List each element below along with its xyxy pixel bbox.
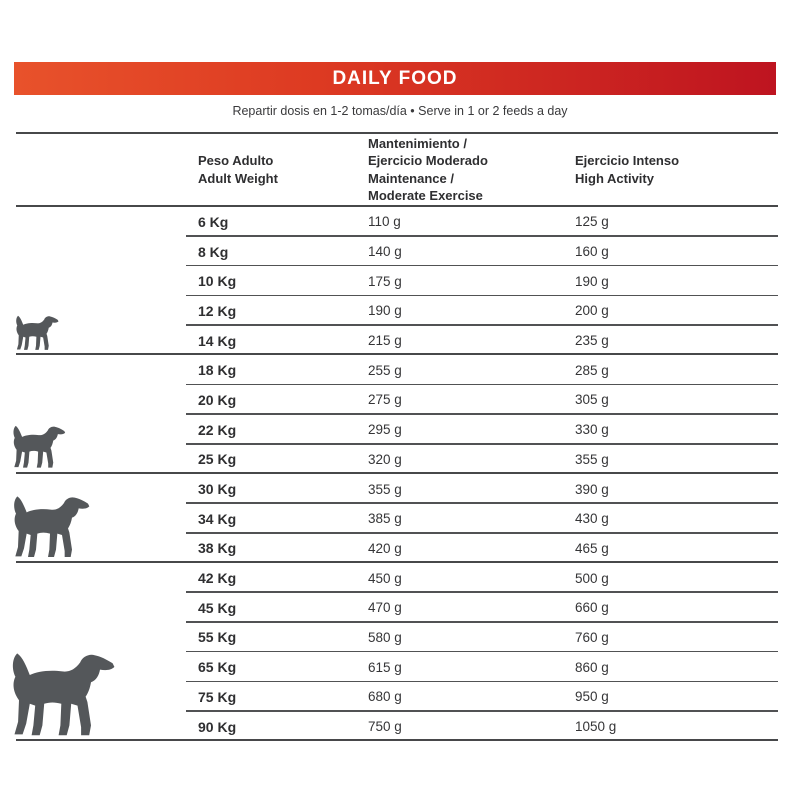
maintenance-amount-cell: 355 g xyxy=(368,481,402,497)
column-header-line: Ejercicio Moderado xyxy=(368,153,488,168)
maintenance-amount-cell: 320 g xyxy=(368,451,402,467)
weight-cell: 10 Kg xyxy=(198,273,237,290)
high-activity-amount-cell: 390 g xyxy=(575,481,609,497)
weight-cell: 34 Kg xyxy=(198,510,237,527)
column-header-line: Maintenance / xyxy=(368,170,454,186)
maintenance-amount-cell: 255 g xyxy=(368,362,402,378)
page-title: DAILY FOOD xyxy=(332,67,458,89)
high-activity-amount-cell: 860 g xyxy=(575,659,609,675)
dog-silhouette-small-icon xyxy=(15,312,60,351)
maintenance-amount-cell: 680 g xyxy=(368,689,402,705)
weight-cell: 42 Kg xyxy=(198,570,237,587)
table-row xyxy=(16,385,778,415)
high-activity-amount-cell: 430 g xyxy=(575,511,609,527)
maintenance-amount-cell: 190 g xyxy=(368,303,402,319)
high-activity-amount-cell: 305 g xyxy=(575,392,609,408)
high-activity-amount-cell: 330 g xyxy=(575,422,609,438)
column-header-adult-weight xyxy=(16,152,368,187)
dog-silhouette-xlarge-icon xyxy=(10,648,118,738)
maintenance-amount-cell: 750 g xyxy=(368,719,402,735)
column-header-line: Adult Weight xyxy=(198,170,278,186)
weight-cell: 90 Kg xyxy=(198,718,237,735)
maintenance-amount-cell: 580 g xyxy=(368,629,402,645)
weight-cell: 25 Kg xyxy=(198,451,237,468)
high-activity-amount-cell: 125 g xyxy=(575,214,609,230)
table-row xyxy=(16,326,778,356)
table-row xyxy=(16,415,778,445)
maintenance-amount-cell: 140 g xyxy=(368,244,402,260)
weight-cell: 45 Kg xyxy=(198,599,237,616)
maintenance-amount-cell: 385 g xyxy=(368,511,402,527)
feeding-table xyxy=(16,132,778,741)
weight-cell: 6 Kg xyxy=(198,213,229,230)
weight-cell: 55 Kg xyxy=(198,629,237,646)
high-activity-amount-cell: 760 g xyxy=(575,629,609,645)
table-row xyxy=(16,593,778,623)
column-header-line: Ejercicio Intenso xyxy=(575,153,680,168)
weight-cell: 22 Kg xyxy=(198,421,237,438)
high-activity-amount-cell: 1050 g xyxy=(575,719,617,735)
high-activity-amount-cell: 500 g xyxy=(575,570,609,586)
maintenance-amount-cell: 420 g xyxy=(368,540,402,556)
table-row xyxy=(16,207,778,237)
maintenance-amount-cell: 450 g xyxy=(368,570,402,586)
table-row xyxy=(16,712,778,742)
table-row xyxy=(16,296,778,326)
weight-cell: 38 Kg xyxy=(198,540,237,557)
maintenance-amount-cell: 275 g xyxy=(368,392,402,408)
maintenance-amount-cell: 175 g xyxy=(368,273,402,289)
weight-cell: 14 Kg xyxy=(198,332,237,349)
table-row xyxy=(16,474,778,504)
weight-cell: 12 Kg xyxy=(198,302,237,319)
daily-food-banner xyxy=(14,62,776,95)
column-header-maintenance xyxy=(368,135,575,205)
table-row xyxy=(16,563,778,593)
maintenance-amount-cell: 295 g xyxy=(368,422,402,438)
table-row xyxy=(16,682,778,712)
weight-cell: 8 Kg xyxy=(198,243,229,260)
maintenance-amount-cell: 470 g xyxy=(368,600,402,616)
maintenance-amount-cell: 215 g xyxy=(368,333,402,349)
high-activity-amount-cell: 465 g xyxy=(575,540,609,556)
high-activity-amount-cell: 660 g xyxy=(575,600,609,616)
column-header-high-activity xyxy=(575,152,778,187)
table-row xyxy=(16,266,778,296)
high-activity-amount-cell: 285 g xyxy=(575,362,609,378)
column-header-line: Moderate Exercise xyxy=(368,188,483,203)
high-activity-amount-cell: 235 g xyxy=(575,333,609,349)
table-row xyxy=(16,237,778,267)
weight-cell: 30 Kg xyxy=(198,481,237,498)
high-activity-amount-cell: 190 g xyxy=(575,273,609,289)
table-row xyxy=(16,623,778,653)
weight-cell: 18 Kg xyxy=(198,362,237,379)
weight-cell: 75 Kg xyxy=(198,688,237,705)
dog-silhouette-large-icon xyxy=(12,492,92,559)
column-header-line: High Activity xyxy=(575,170,654,186)
maintenance-amount-cell: 110 g xyxy=(368,214,401,230)
weight-cell: 20 Kg xyxy=(198,391,237,408)
column-header-line: Mantenimiento / xyxy=(368,135,467,151)
high-activity-amount-cell: 950 g xyxy=(575,689,609,705)
high-activity-amount-cell: 160 g xyxy=(575,244,609,260)
table-header-row xyxy=(16,132,778,207)
column-header-line: Peso Adulto xyxy=(198,153,274,168)
table-row xyxy=(16,355,778,385)
table-row xyxy=(16,534,778,564)
table-row xyxy=(16,445,778,475)
weight-cell: 65 Kg xyxy=(198,659,237,676)
dog-silhouette-medium-icon xyxy=(12,415,67,469)
table-body xyxy=(16,207,778,741)
table-row xyxy=(16,652,778,682)
table-row xyxy=(16,504,778,534)
high-activity-amount-cell: 355 g xyxy=(575,451,609,467)
serving-instructions: Repartir dosis en 1-2 tomas/día • Serve in 1 or 2 feeds a day xyxy=(232,104,568,118)
high-activity-amount-cell: 200 g xyxy=(575,303,609,319)
maintenance-amount-cell: 615 g xyxy=(368,659,402,675)
